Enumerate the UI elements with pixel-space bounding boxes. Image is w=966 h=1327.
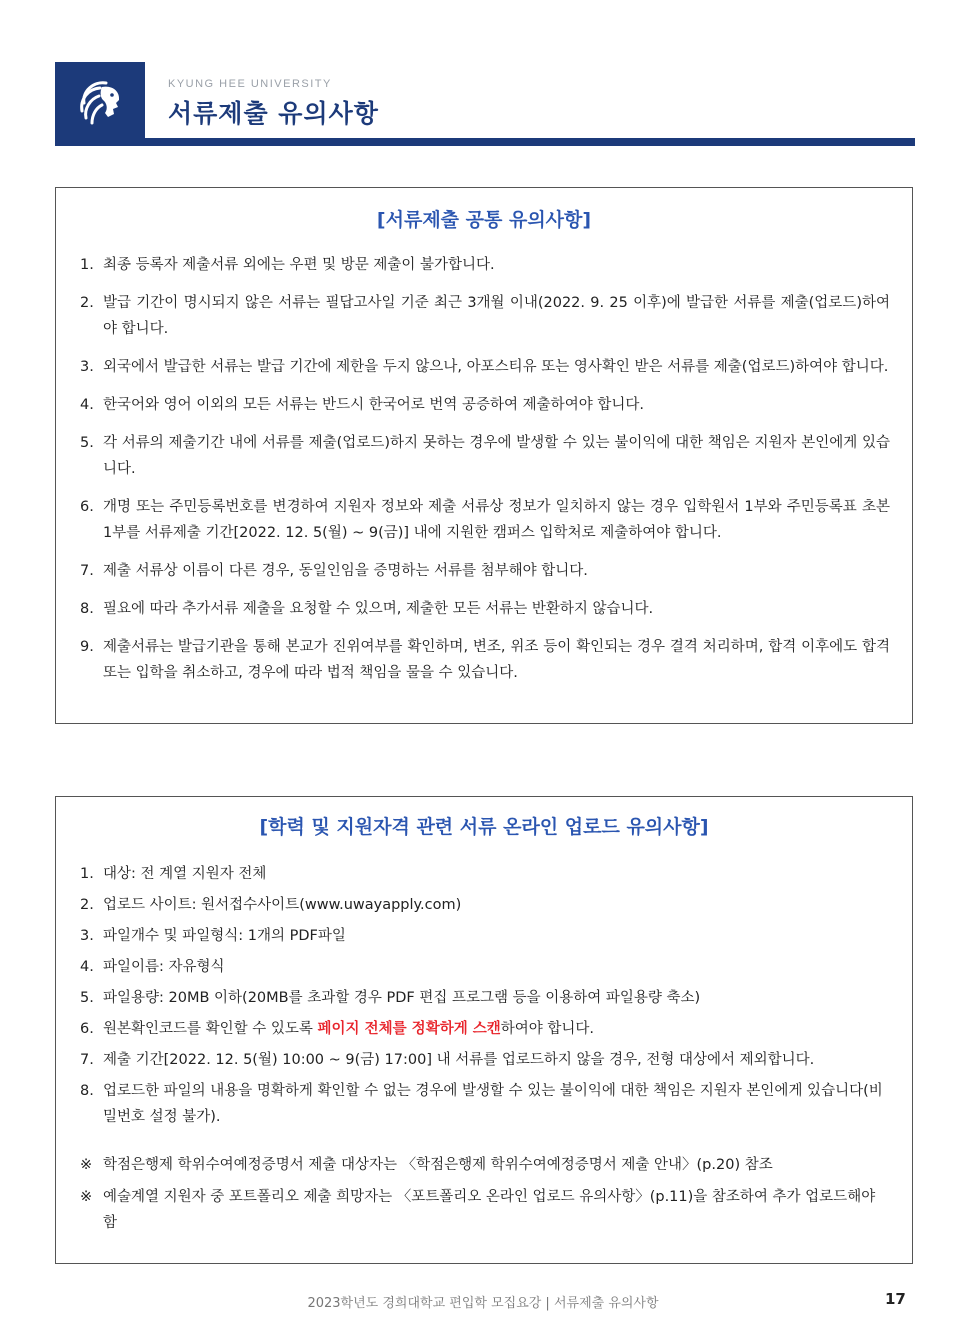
list-item: [80, 392, 890, 418]
item-text: 업로드한 파일의 내용을 명확하게 확인할 수 없는 경우에 발생할 수 있는 불이익에 대한 책임은 지원자 본인에게 있습니다(비밀번호 설정 불가).: [103, 1083, 883, 1125]
item-number: 2.: [80, 295, 94, 311]
page-number: 17: [885, 1290, 906, 1308]
item-text: 제출서류는 발급기관을 통해 본교가 진위여부를 확인하며, 변조, 위조 등이 확인되는 경우 결격 처리하며, 합격 이후에도 합격 또는 입학을 취소하고, 경우에 따라 법적 책임을 물을 수 있습니다.: [103, 639, 890, 681]
item-number: 7.: [80, 563, 94, 579]
upload-notice-list: [56, 861, 912, 1130]
upload-notice-box: [55, 796, 913, 1264]
item-number: 8.: [80, 1083, 94, 1099]
item-number: 4.: [80, 397, 94, 413]
item-number: 2.: [80, 897, 94, 913]
list-item: [80, 596, 890, 622]
list-item: [80, 354, 890, 380]
item-number: 1.: [80, 257, 94, 273]
list-item: [80, 290, 890, 342]
reference-mark: ※: [80, 1189, 93, 1205]
page-header: [55, 62, 915, 146]
list-item: [80, 1078, 890, 1130]
item-number: 9.: [80, 639, 94, 655]
item-number: 6.: [80, 499, 94, 515]
item-text: 대상: 전 계열 지원자 전체: [103, 866, 267, 882]
item-number: 3.: [80, 359, 94, 375]
item-text: 파일이름: 자유형식: [103, 959, 225, 975]
university-name: KYUNG HEE UNIVERSITY: [168, 78, 332, 90]
highlight-text: 페이지 전체를 정확하게 스캔: [317, 1021, 501, 1037]
reference-notes: [80, 1152, 890, 1236]
list-item: [80, 430, 890, 482]
item-number: 4.: [80, 959, 94, 975]
list-item: [80, 985, 890, 1011]
footer-caption: 2023학년도 경희대학교 편입학 모집요강 | 서류제출 유의사항: [307, 1296, 659, 1311]
item-text: 업로드 사이트: 원서접수사이트(www.uwayapply.com): [103, 897, 462, 913]
item-text-after: 하여야 합니다.: [500, 1021, 595, 1037]
item-text: 제출 기간[2022. 12. 5(월) 10:00 ~ 9(금) 17:00] 내 서류를 업로드하지 않을 경우, 전형 대상에서 제외합니다.: [103, 1052, 815, 1068]
lion-emblem-icon: [72, 73, 128, 129]
note-text: 학점은행제 학위수여예정증명서 제출 대상자는 〈학점은행제 학위수여예정증명서 제출 안내〉(p.20) 참조: [103, 1157, 773, 1173]
item-text: 각 서류의 제출기간 내에 서류를 제출(업로드)하지 못하는 경우에 발생할 수 있는 불이익에 대한 책임은 지원자 본인에게 있습니다.: [103, 435, 890, 477]
list-item: [80, 954, 890, 980]
page-title: 서류제출 유의사항: [168, 99, 379, 128]
list-item: [80, 1047, 890, 1073]
reference-mark: ※: [80, 1157, 93, 1173]
common-notice-list: [56, 252, 912, 686]
item-number: 5.: [80, 435, 94, 451]
list-item: [80, 1016, 890, 1042]
item-number: 6.: [80, 1021, 94, 1037]
list-item: [80, 252, 890, 278]
item-number: 7.: [80, 1052, 94, 1068]
list-item: [80, 861, 890, 887]
common-notice-box: [55, 187, 913, 724]
list-item: [80, 923, 890, 949]
item-number: 3.: [80, 928, 94, 944]
header-divider: [55, 138, 915, 146]
common-notice-title: [서류제출 공통 유의사항]: [376, 209, 592, 231]
item-text: 개명 또는 주민등록번호를 변경하여 지원자 정보와 제출 서류상 정보가 일치하지 않는 경우 입학원서 1부와 주민등록표 초본 1부를 서류제출 기간[2022. 12. 5(월) ~ 9(금)] 내에 지원한 캠퍼스 입학처로 제출하여야 합니다.: [103, 499, 890, 541]
item-text: 원본확인코드를 확인할 수 있도록: [103, 1021, 318, 1037]
upload-notice-title: [학력 및 지원자격 관련 서류 온라인 업로드 유의사항]: [259, 816, 709, 838]
item-text: 파일용량: 20MB 이하(20MB를 초과할 경우 PDF 편집 프로그램 등을 이용하여 파일용량 축소): [103, 990, 701, 1006]
item-text: 발급 기간이 명시되지 않은 서류는 필답고사일 기준 최근 3개월 이내(2022. 9. 25 이후)에 발급한 서류를 제출(업로드)하여야 합니다.: [103, 295, 890, 337]
item-number: 8.: [80, 601, 94, 617]
item-text: 최종 등록자 제출서류 외에는 우편 및 방문 제출이 불가합니다.: [103, 257, 495, 273]
item-text: 파일개수 및 파일형식: 1개의 PDF파일: [103, 928, 346, 944]
university-logo: [55, 62, 145, 140]
item-text: 외국에서 발급한 서류는 발급 기간에 제한을 두지 않으나, 아포스티유 또는 영사확인 받은 서류를 제출(업로드)하여야 합니다.: [103, 359, 889, 375]
item-number: 5.: [80, 990, 94, 1006]
note-item: [80, 1184, 890, 1236]
note-text: 예술계열 지원자 중 포트폴리오 제출 희망자는 〈포트폴리오 온라인 업로드 유의사항〉(p.11)을 참조하여 추가 업로드해야 함: [103, 1189, 876, 1231]
item-number: 1.: [80, 866, 94, 882]
list-item: [80, 892, 890, 918]
note-item: [80, 1152, 890, 1178]
list-item: [80, 494, 890, 546]
list-item: [80, 558, 890, 584]
item-text: 한국어와 영어 이외의 모든 서류는 반드시 한국어로 번역 공증하여 제출하여야 합니다.: [103, 397, 644, 413]
item-text: 필요에 따라 추가서류 제출을 요청할 수 있으며, 제출한 모든 서류는 반환하지 않습니다.: [103, 601, 654, 617]
item-text: 제출 서류상 이름이 다른 경우, 동일인임을 증명하는 서류를 첨부해야 합니다.: [103, 563, 588, 579]
list-item: [80, 634, 890, 686]
